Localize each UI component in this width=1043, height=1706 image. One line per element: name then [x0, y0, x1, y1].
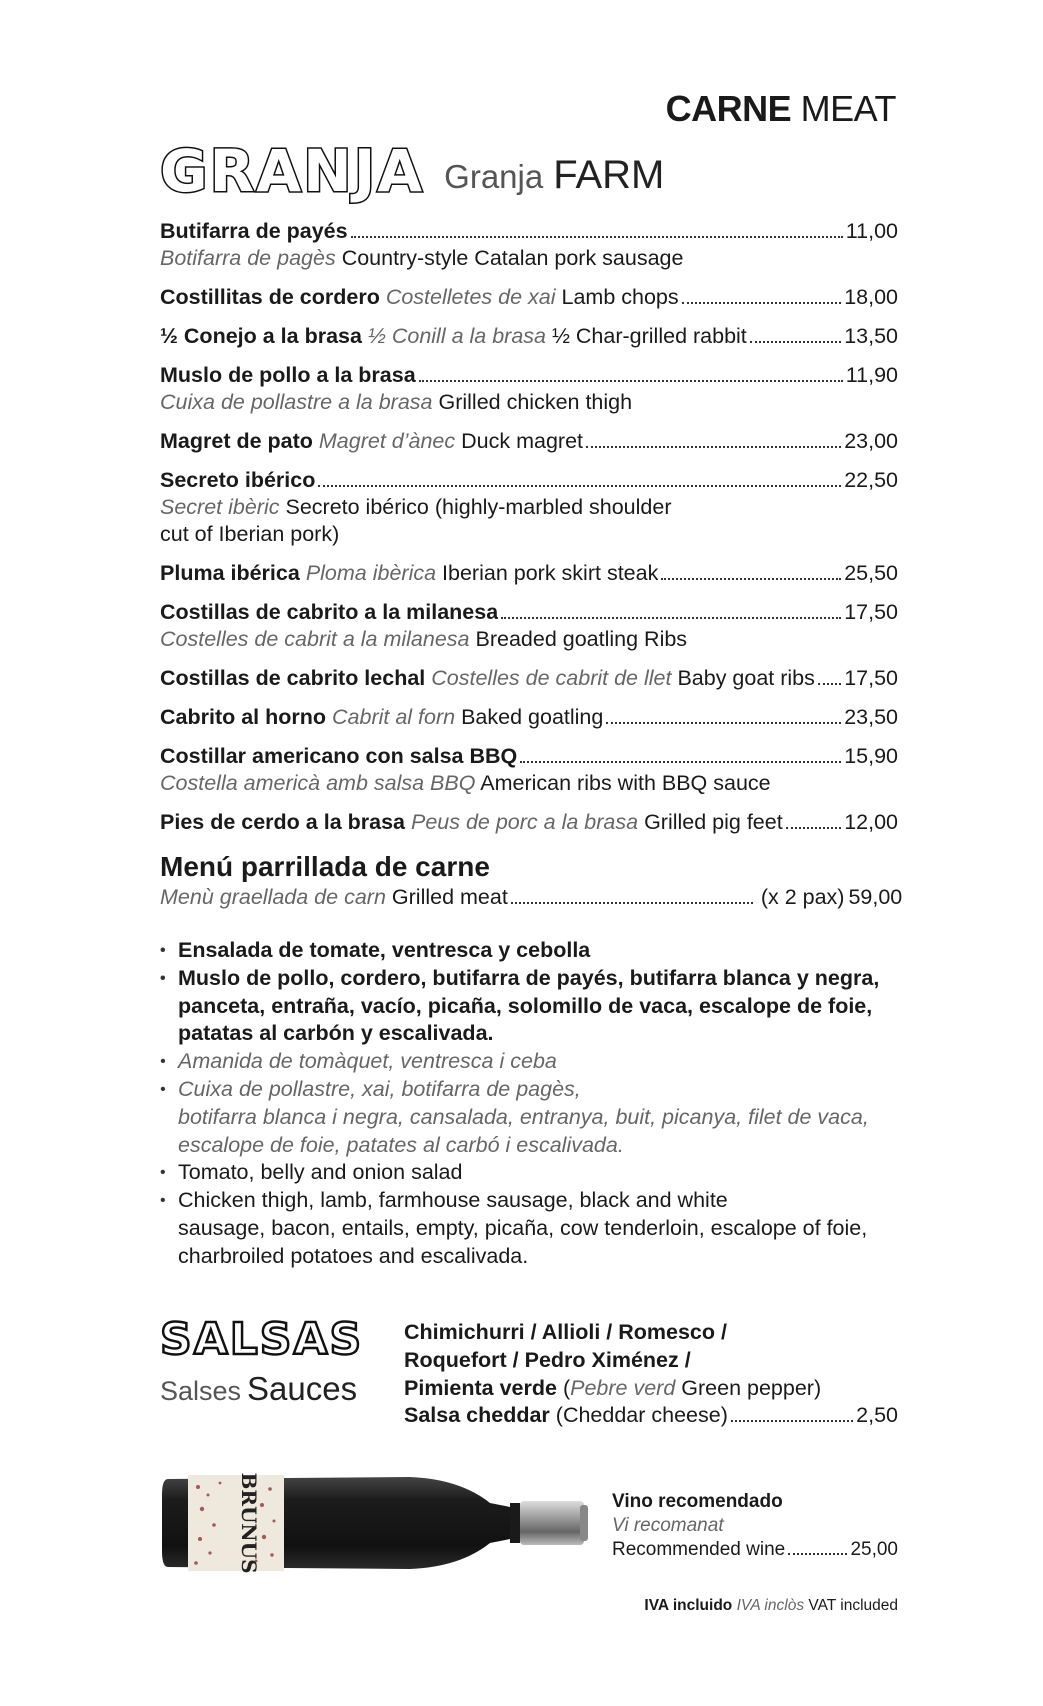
- menu-item: [160, 809, 898, 836]
- bottle-cap-top: [580, 1505, 588, 1541]
- menu-item-line: [160, 284, 898, 311]
- dot-leader: [606, 722, 841, 724]
- bottle-label-text: BRUNUS: [237, 1472, 261, 1574]
- item-name-es: Costillas de cabrito lechal: [160, 666, 426, 690]
- recommended-wine: [612, 1490, 898, 1562]
- item-name-ca: Ploma ibèrica: [305, 561, 437, 585]
- wine-en: Recommended wine: [612, 1539, 786, 1560]
- menu-item: [160, 743, 898, 797]
- dot-leader: [351, 236, 843, 238]
- menu-item: [160, 428, 898, 455]
- menu-item: [160, 323, 898, 350]
- menu-item: [160, 599, 898, 653]
- menu-item-translation: [160, 245, 898, 272]
- grill-menu-contents: [160, 937, 898, 1271]
- item-name-ca: Secret ibèric: [160, 495, 280, 519]
- item-name-ca: Costelletes de xai: [385, 285, 556, 309]
- grill-bullet-line: patatas al carbón y escalivada.: [178, 1021, 494, 1046]
- grill-bullet-es: [160, 965, 898, 1048]
- grill-bullet-line: botifarra blanca i negra, cansalada, entranya, buit, picanya, filet de vaca,: [178, 1104, 869, 1129]
- dot-leader: [788, 1553, 847, 1555]
- item-name-en: Iberian pork skirt steak: [442, 561, 659, 585]
- item-name-es: Butifarra de payés: [160, 219, 348, 243]
- menu-item-line: [160, 362, 898, 389]
- menu-item-line: [160, 809, 898, 836]
- sauce-en: (Cheddar cheese): [555, 1403, 728, 1427]
- menu-item-translation: [160, 770, 898, 797]
- item-name-en: Country-style Catalan pork sausage: [341, 246, 684, 270]
- dot-leader: [786, 827, 841, 829]
- menu-item-translation-cont: [160, 521, 898, 548]
- dot-leader: [318, 485, 841, 487]
- grill-bullet-es: • Ensalada de tomate, ventresca y cebolla: [160, 937, 898, 965]
- sauce-paren: (: [562, 1376, 571, 1400]
- menu-item: [160, 362, 898, 416]
- grill-menu-price: 59,00: [848, 885, 903, 909]
- menu-item: [160, 560, 898, 587]
- grill-bullet-en: [160, 1187, 898, 1270]
- menu-item-line: [160, 467, 898, 494]
- menu-item-translation: [160, 389, 898, 416]
- grill-bullet-ca: • Amanida de tomàquet, ventresca i ceba: [160, 1048, 898, 1076]
- item-name-en: Duck magret: [461, 429, 583, 453]
- item-name-ca: ½ Conill a la brasa: [367, 324, 547, 348]
- wine-es: Vino recomendado: [612, 1491, 783, 1512]
- grill-bullet-line: Muslo de pollo, cordero, butifarra de payés, butifarra blanca y negra,: [178, 965, 880, 990]
- bottle-neck: [510, 1503, 520, 1543]
- item-name-es: Costillas de cabrito a la milanesa: [160, 600, 499, 624]
- vat-note: [644, 1597, 898, 1615]
- meat-menu-list: [160, 218, 903, 1271]
- menu-item: [160, 704, 898, 731]
- menu-item-translation: [160, 494, 898, 521]
- grill-bullet-line: panceta, entraña, vacío, picaña, solomillo de vaca, escalope de foie,: [178, 993, 873, 1018]
- sauces-line: Roquefort / Pedro Ximénez /: [404, 1348, 691, 1372]
- grill-bullet-en: • Tomato, belly and onion salad: [160, 1159, 898, 1187]
- sauces-logo: SALSAS: [160, 1314, 364, 1365]
- grill-bullet-line: escalope de foie, patates al carbó i escalivada.: [178, 1132, 624, 1157]
- dot-leader: [661, 578, 841, 580]
- granja-header: [160, 130, 665, 205]
- item-name-en: Baked goatling: [461, 705, 604, 729]
- item-name-en: Breaded goatling Ribs: [475, 627, 688, 651]
- wine-ca: Vi recomanat: [612, 1515, 724, 1536]
- granja-subtitle-en: FARM: [553, 153, 665, 197]
- item-name-es: Secreto ibérico: [160, 468, 316, 492]
- sauces-line: Chimichurri / Allioli / Romesco /: [404, 1320, 727, 1344]
- item-name-es: Costillitas de cordero: [160, 285, 380, 309]
- item-name-en: American ribs with BBQ sauce: [480, 771, 771, 795]
- menu-item-line: [160, 323, 898, 350]
- menu-item-line: [160, 428, 898, 455]
- category-en: MEAT: [800, 88, 896, 129]
- vat-es: IVA incluido: [644, 1597, 733, 1614]
- item-name-en: Grilled pig feet: [644, 810, 783, 834]
- menu-item-line: [160, 560, 898, 587]
- item-name-ca: Cuixa de pollastre a la brasa: [160, 390, 433, 414]
- item-name-ca: Peus de porc a la brasa: [410, 810, 639, 834]
- dot-leader: [520, 761, 841, 763]
- grill-bullet-line: sausage, bacon, entails, empty, picaña, cow tenderloin, escalope of foie,: [178, 1215, 868, 1240]
- item-name-es: Muslo de pollo a la brasa: [160, 363, 416, 387]
- dot-leader: [501, 617, 841, 619]
- item-name-ca: Costelles de cabrit de llet: [431, 666, 672, 690]
- sauces-list: [404, 1318, 898, 1429]
- item-price: 11,90: [845, 363, 898, 387]
- item-name-en: Secreto ibérico (highly-marbled shoulder: [285, 495, 672, 519]
- granja-subtitle: [444, 153, 664, 198]
- menu-item: [160, 467, 898, 548]
- vat-ca: IVA inclòs: [736, 1597, 805, 1614]
- granja-logo: GRANJA: [160, 137, 425, 205]
- sauce-es: Pimienta verde: [404, 1376, 557, 1400]
- dot-leader: [511, 902, 753, 904]
- item-name-ca: Costelles de cabrit a la milanesa: [160, 627, 470, 651]
- vat-en: VAT included: [808, 1597, 898, 1614]
- grill-menu-en: Grilled meat: [391, 885, 508, 909]
- wine-bottle-image: [160, 1465, 590, 1581]
- dot-leader: [682, 302, 842, 304]
- dot-leader: [750, 341, 841, 343]
- sauce-en: Green pepper): [681, 1376, 822, 1400]
- item-name-en: ½ Char-grilled rabbit: [552, 324, 747, 348]
- sauces-price: 2,50: [856, 1403, 898, 1427]
- dot-leader: [586, 446, 841, 448]
- item-name-es: Pluma ibérica: [160, 561, 300, 585]
- granja-subtitle-ca: Granja: [444, 158, 544, 195]
- wine-price-line: [612, 1538, 898, 1562]
- item-price: 17,50: [844, 666, 898, 690]
- category-es: CARNE: [665, 88, 792, 129]
- sauces-price-line: [404, 1402, 898, 1429]
- item-name-en: Lamb chops: [561, 285, 679, 309]
- menu-item-line: [160, 665, 898, 692]
- item-name-ca: Magret d’ànec: [318, 429, 456, 453]
- item-price: 15,90: [844, 744, 898, 768]
- sauce-ca: Pebre verd: [570, 1376, 676, 1400]
- item-name-ca: Cabrit al forn: [332, 705, 456, 729]
- item-name-es: Magret de pato: [160, 429, 313, 453]
- menu-item: [160, 218, 898, 272]
- sauces-subtitle-ca: Salses: [160, 1376, 242, 1406]
- sauces-line: [404, 1374, 898, 1402]
- item-name-en: Baby goat ribs: [677, 666, 815, 690]
- dot-leader: [818, 683, 841, 685]
- item-name-ca: Botifarra de pagès: [160, 246, 336, 270]
- grill-bullet-line: charbroiled potatoes and escalivada.: [178, 1243, 529, 1268]
- item-price: 17,50: [844, 600, 898, 624]
- menu-item: [160, 284, 898, 311]
- item-name-en: Grilled chicken thigh: [438, 390, 633, 414]
- sauces-subtitle-en: Sauces: [247, 1370, 358, 1407]
- menu-item-translation: [160, 626, 898, 653]
- item-price: 18,00: [844, 285, 898, 309]
- item-price: 22,50: [844, 468, 898, 492]
- item-price: 25,50: [844, 561, 898, 585]
- item-price: 11,00: [845, 219, 898, 243]
- sauce-es: Salsa cheddar: [404, 1403, 550, 1427]
- item-name-es: ½ Conejo a la brasa: [160, 324, 362, 348]
- grill-menu-line: [160, 884, 903, 911]
- grill-menu-pax: (x 2 pax): [760, 885, 845, 909]
- section-title: [666, 88, 896, 130]
- menu-item-line: [160, 599, 898, 626]
- item-name-es: Costillar americano con salsa BBQ: [160, 744, 518, 768]
- wine-price: 25,00: [850, 1539, 898, 1560]
- grill-bullet-line: Cuixa de pollastre, xai, botifarra de pagès,: [178, 1076, 581, 1101]
- menu-item: [160, 665, 898, 692]
- grill-bullet-ca: [160, 1076, 898, 1159]
- item-name-ca: Costella americà amb salsa BBQ: [160, 771, 476, 795]
- grill-menu-ca: Menù graellada de carn: [160, 885, 386, 909]
- item-name-en-cont: cut of Iberian pork): [160, 522, 340, 546]
- item-price: 23,00: [844, 429, 898, 453]
- item-name-es: Pies de cerdo a la brasa: [160, 810, 405, 834]
- item-name-es: Cabrito al horno: [160, 705, 327, 729]
- dot-leader: [731, 1420, 853, 1422]
- grill-menu-title: Menú parrillada de carne: [160, 851, 490, 882]
- menu-item-line: [160, 704, 898, 731]
- item-price: 13,50: [844, 324, 898, 348]
- menu-item-line: [160, 743, 898, 770]
- item-price: 23,50: [844, 705, 898, 729]
- item-price: 12,00: [844, 810, 898, 834]
- bottle-cap: [520, 1501, 584, 1545]
- grill-bullet-line: Chicken thigh, lamb, farmhouse sausage, black and white: [178, 1188, 728, 1213]
- menu-item-line: [160, 218, 898, 245]
- dot-leader: [419, 380, 843, 382]
